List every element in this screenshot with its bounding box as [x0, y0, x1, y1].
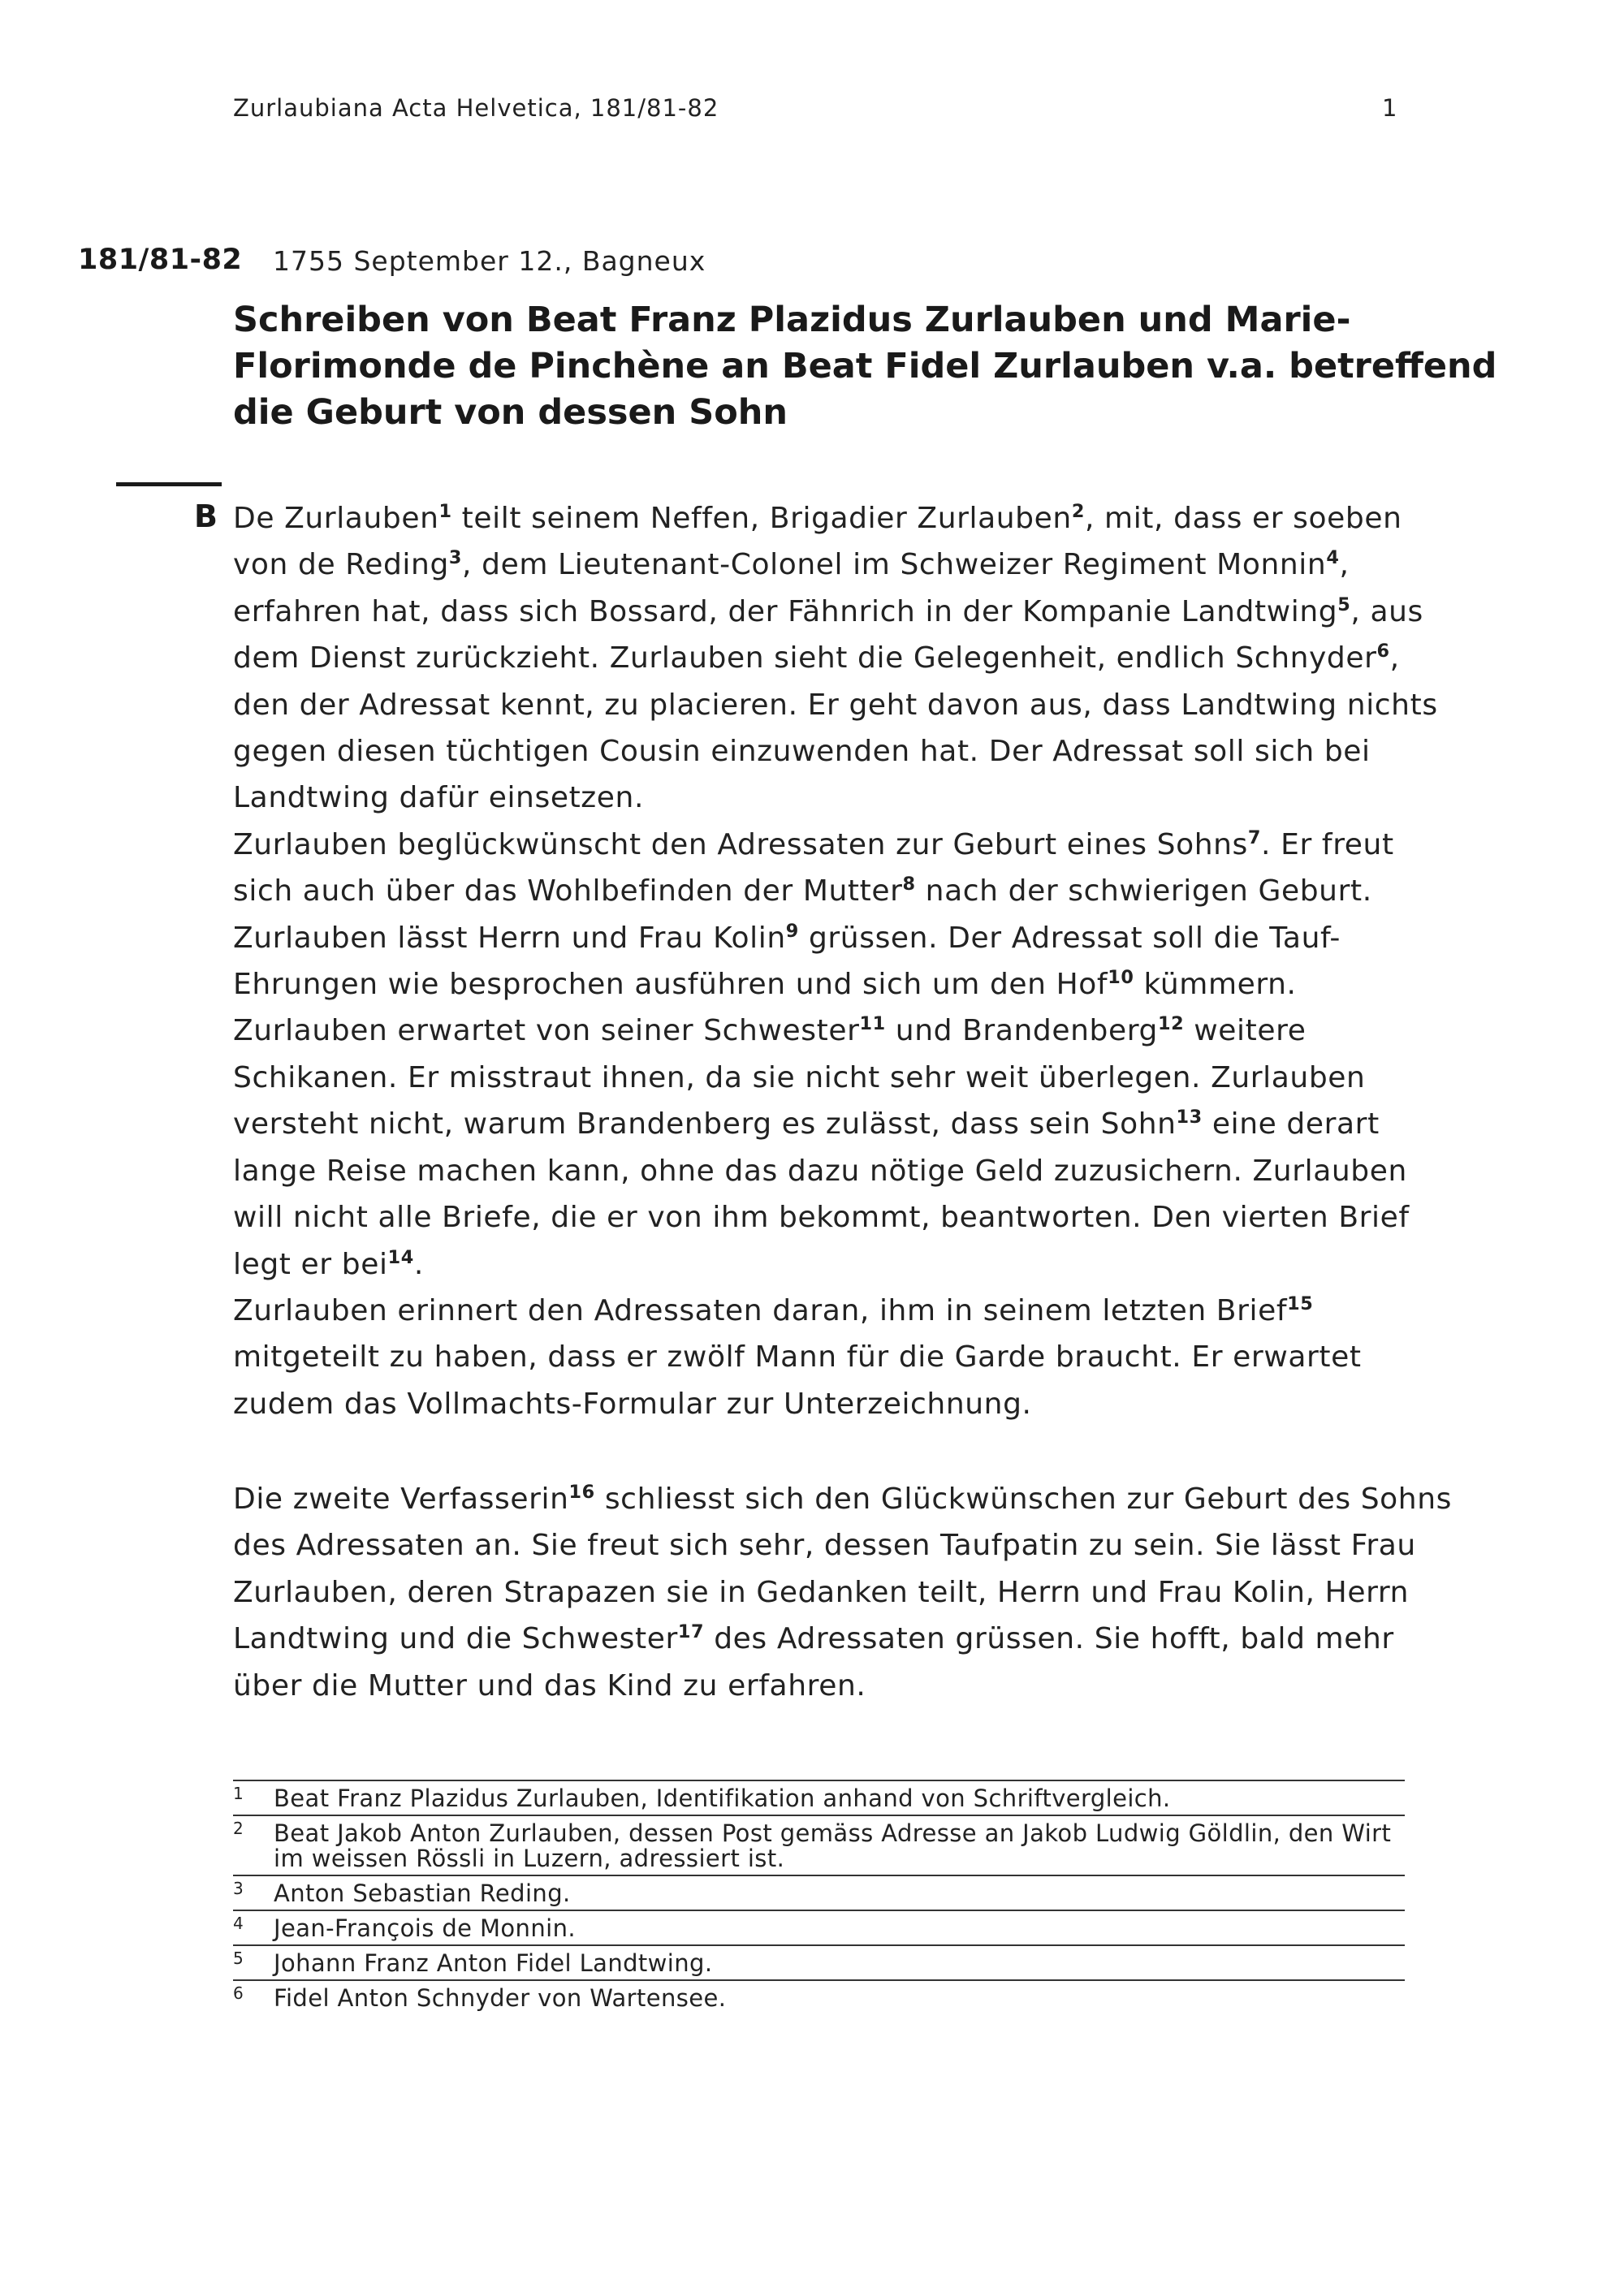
page-number: 1 [1382, 94, 1397, 122]
text-line: Zurlauben lässt Herrn und Frau Kolin$^9$ grüssen. Der Adressat soll die Tauf- [233, 920, 1341, 955]
footnote-item [233, 1815, 1405, 1875]
section-marker-letter: B [194, 498, 218, 534]
footnote-ref[interactable]: 4 [1326, 547, 1340, 569]
text-line: De Zurlauben$^1$ teilt seinem Neffen, Brigadier Zurlauben$^2$, mit, dass er soeben [233, 501, 1402, 535]
footnote-ref[interactable]: 10 [1108, 967, 1134, 989]
footnote-item [233, 1780, 1405, 1815]
footnote-text: Jean-François de Monnin. [274, 1914, 576, 1942]
text-line: dem Dienst zurückzieht. Zurlauben sieht die Gelegenheit, endlich Schnyder$^6$, [233, 641, 1400, 675]
footnote-text: Beat Franz Plazidus Zurlauben, Identifikation anhand von Schriftvergleich. [274, 1785, 1171, 1812]
footnote-ref[interactable]: 15 [1287, 1293, 1314, 1314]
footnote-ref[interactable]: 2 [1071, 501, 1085, 522]
footnote-number: 2 [233, 1819, 244, 1838]
footnote-number: 3 [233, 1879, 244, 1898]
footnote-item [233, 1910, 1405, 1944]
text-line: Landtwing dafür einsetzen. [233, 781, 644, 815]
footnote-item [233, 1944, 1405, 1979]
text-line: den der Adressat kennt, zu placieren. Er geht davon aus, dass Landtwing nichts [233, 688, 1438, 722]
footnote-text: Johann Franz Anton Fidel Landtwing. [274, 1949, 713, 1977]
footnote-item [233, 1979, 1405, 2014]
title-line: Florimonde de Pinchène an Beat Fidel Zurlauben v.a. betreffend [233, 346, 1497, 386]
footnote-text: Beat Jakob Anton Zurlauben, dessen Post gemäss Adresse an Jakob Ludwig Göldlin, den Wirt im weissen Rössli in Luzern, adressiert ist. [274, 1819, 1392, 1872]
text-line: von de Reding$^3$, dem Lieutenant-Colonel im Schweizer Regiment Monnin$^4$, [233, 547, 1350, 582]
text-line: lange Reise machen kann, ohne das dazu nötige Geld zuzusichern. Zurlauben [233, 1154, 1407, 1188]
footnote-ref[interactable]: 11 [859, 1013, 886, 1035]
text-line: Zurlauben erwartet von seiner Schwester$^{11}$ und Brandenberg$^{12}$ weitere [233, 1013, 1307, 1048]
text-line: erfahren hat, dass sich Bossard, der Fähnrich in der Kompanie Landtwing$^5$, aus [233, 593, 1423, 628]
text-line: zudem das Vollmachts-Formular zur Unterzeichnung. [233, 1387, 1032, 1421]
footnote-ref[interactable]: 13 [1176, 1107, 1203, 1129]
text-line: Landtwing und die Schwester$^{17}$ des Adressaten grüssen. Sie hofft, bald mehr [233, 1621, 1394, 1656]
footnote-ref[interactable]: 3 [448, 547, 463, 569]
footnote-ref[interactable]: 1 [438, 501, 452, 522]
title-line: Schreiben von Beat Franz Plazidus Zurlauben und Marie- [233, 300, 1351, 340]
text-line: versteht nicht, warum Brandenberg es zulässt, dass sein Sohn$^{13}$ eine derart [233, 1107, 1380, 1142]
text-line: will nicht alle Briefe, die er von ihm bekommt, beantworten. Den vierten Brief [233, 1201, 1410, 1235]
title-line: die Geburt von dessen Sohn [233, 392, 788, 433]
summary-paragraph-second-author [233, 1476, 1452, 1709]
text-line: Zurlauben erinnert den Adressaten daran, ihm in seinem letzten Brief$^{15}$ [233, 1293, 1314, 1327]
text-line: des Adressaten an. Sie freut sich sehr, dessen Taufpatin zu sein. Sie lässt Frau [233, 1529, 1416, 1563]
text-line: mitgeteilt zu haben, dass er zwölf Mann für die Garde braucht. Er erwartet [233, 1340, 1362, 1375]
document-title [233, 297, 1497, 436]
text-line: Die zweite Verfasserin$^{16}$ schliesst sich den Glückwünschen zur Geburt des Sohns [233, 1482, 1452, 1516]
text-line: Schikanen. Er misstraut ihnen, da sie nicht sehr weit überlegen. Zurlauben [233, 1060, 1366, 1094]
footnote-ref[interactable]: 5 [1337, 593, 1351, 615]
footnote-ref[interactable]: 9 [785, 920, 799, 942]
text-line: Zurlauben beglückwünscht den Adressaten zur Geburt eines Sohns$^7$. Er freut [233, 826, 1394, 861]
footnote-ref[interactable]: 6 [1376, 641, 1390, 662]
document-date-place: 1755 September 12., Bagneux [273, 245, 706, 277]
document-number: 181/81-82 [78, 244, 243, 276]
footnote-item [233, 1875, 1405, 1910]
footnote-number: 6 [233, 1983, 244, 2003]
footnote-number: 5 [233, 1949, 244, 1968]
footnote-ref[interactable]: 16 [568, 1482, 595, 1503]
footnote-number: 4 [233, 1914, 244, 1933]
footnote-ref[interactable]: 17 [677, 1621, 705, 1643]
text-line: sich auch über das Wohlbefinden der Mutter$^8$ nach der schwierigen Geburt. [233, 874, 1372, 908]
text-line: gegen diesen tüchtigen Cousin einzuwenden hat. Der Adressat soll sich bei [233, 735, 1371, 769]
text-line: über die Mutter und das Kind zu erfahren. [233, 1668, 866, 1703]
running-head: Zurlaubiana Acta Helvetica, 181/81-82 [233, 94, 719, 122]
footnote-text: Anton Sebastian Reding. [274, 1880, 571, 1907]
footnote-ref[interactable]: 7 [1247, 826, 1262, 848]
text-line: legt er bei$^{14}$. [233, 1246, 424, 1281]
footnote-number: 1 [233, 1784, 244, 1803]
footnote-ref[interactable]: 14 [387, 1246, 414, 1268]
footnote-ref[interactable]: 8 [902, 874, 916, 896]
footnote-ref[interactable]: 12 [1157, 1013, 1185, 1035]
footnotes [233, 1780, 1405, 2014]
summary-paragraph [233, 495, 1438, 1427]
text-line: Ehrungen wie besprochen ausführen und sich um den Hof$^{10}$ kümmern. [233, 967, 1297, 1002]
footnote-text: Fidel Anton Schnyder von Wartensee. [274, 1984, 727, 2012]
text-line: Zurlauben, deren Strapazen sie in Gedanken teilt, Herrn und Frau Kolin, Herrn [233, 1575, 1410, 1609]
section-marker-rule [116, 482, 222, 486]
